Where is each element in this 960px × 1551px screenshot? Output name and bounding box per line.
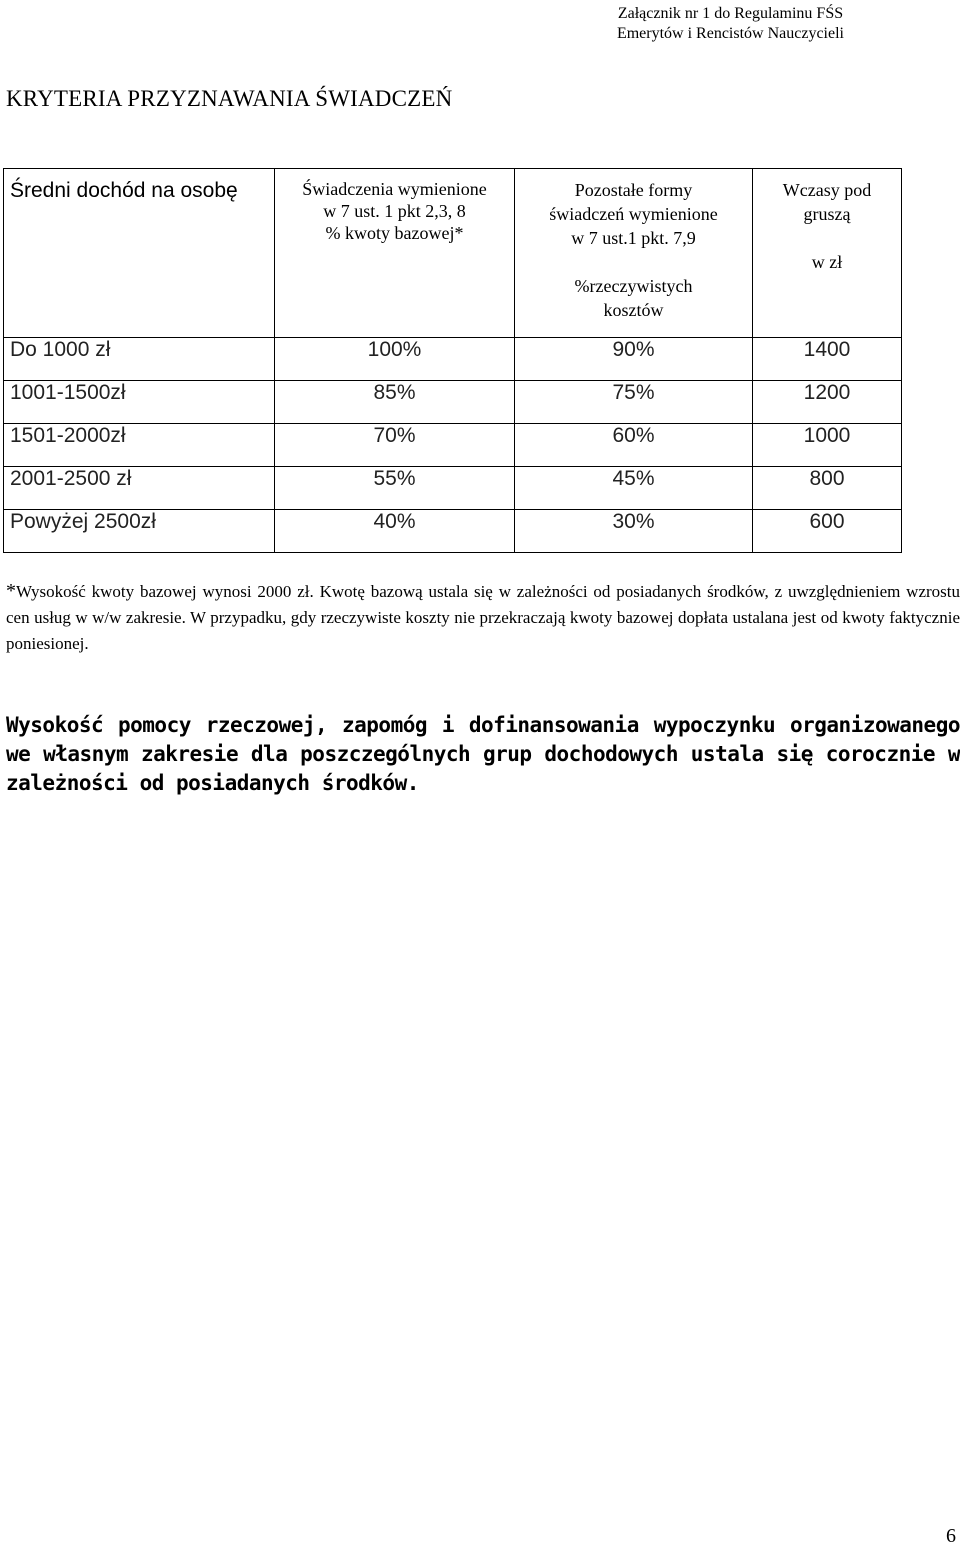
header-other-benefits [515,169,753,338]
income-cell: 1501-2000zł [4,424,275,467]
header-other-line-2: świadczeń wymienione [549,204,718,224]
header-other-line-1: Pozostałe formy [574,180,693,200]
benefit-percent-cell: 70% [275,424,515,467]
footnote-text: Wysokość kwoty bazowej wynosi 2000 zł. Kwotę bazową ustala się w zależności od posiadanych środków, z uwzględnieniem wzrostu cen usług w w/w zakresie. W przypadku, gdy rzeczywiste koszty nie przekraczają kwoty bazowej dopłata ustalana jest od kwoty faktycznie poniesionej. [6,582,960,653]
criteria-table [3,168,902,553]
header-other-line-5: kosztów [603,300,664,320]
income-cell: Powyżej 2500zł [4,510,275,553]
other-percent-cell: 30% [515,510,753,553]
other-percent-cell: 75% [515,381,753,424]
header-income [4,169,275,338]
benefit-percent-cell: 100% [275,338,515,381]
benefit-percent-cell: 40% [275,510,515,553]
header-other-line-4: %rzeczywistych [574,276,693,296]
vacation-amount-cell: 600 [753,510,902,553]
attachment-header [617,4,844,44]
header-vacation-line-3: w zł [811,252,843,272]
benefit-percent-cell: 55% [275,467,515,510]
header-vacation-line-1: Wczasy pod [782,180,872,200]
header-benefits-line-3: % kwoty bazowej* [325,223,464,243]
document-title: KRYTERIA PRZYZNAWANIA ŚWIADCZEŃ [6,86,453,111]
table-row [4,510,902,553]
header-other-line-3: w 7 ust.1 pkt. 7,9 [571,228,696,248]
table-row [4,467,902,510]
benefit-percent-cell: 85% [275,381,515,424]
table-row [4,381,902,424]
table-header-row [4,169,902,338]
support-paragraph: Wysokość pomocy rzeczowej, zapomóg i dofinansowania wypoczynku organizowanego we własnym zakresie dla poszczególnych grup dochodowych ustala się corocznie w zależności od posiadanych środków. [6,713,960,795]
header-vacation-line-2: gruszą [803,204,851,224]
header-line-1: Załącznik nr 1 do Regulaminu FŚS [617,5,844,22]
table-row [4,338,902,381]
header-line-2: Emerytów i Rencistów Nauczycieli [616,25,844,42]
vacation-amount-cell: 1000 [753,424,902,467]
income-cell: 2001-2500 zł [4,467,275,510]
income-cell: Do 1000 zł [4,338,275,381]
vacation-amount-cell: 800 [753,467,902,510]
header-benefits-line-1: Świadczenia wymienione [302,179,487,199]
page-number: 6 [946,1525,956,1547]
header-income-label: Średni dochód na osobę [10,179,238,202]
base-amount-footnote [6,578,960,657]
other-percent-cell: 45% [515,467,753,510]
header-benefits-line-2: w 7 ust. 1 pkt 2,3, 8 [323,201,466,221]
vacation-amount-cell: 1200 [753,381,902,424]
table-row [4,424,902,467]
other-percent-cell: 60% [515,424,753,467]
vacation-amount-cell: 1400 [753,338,902,381]
income-cell: 1001-1500zł [4,381,275,424]
footnote-asterisk: * [6,580,16,602]
header-benefits-base [275,169,515,338]
other-percent-cell: 90% [515,338,753,381]
header-vacation [753,169,902,338]
